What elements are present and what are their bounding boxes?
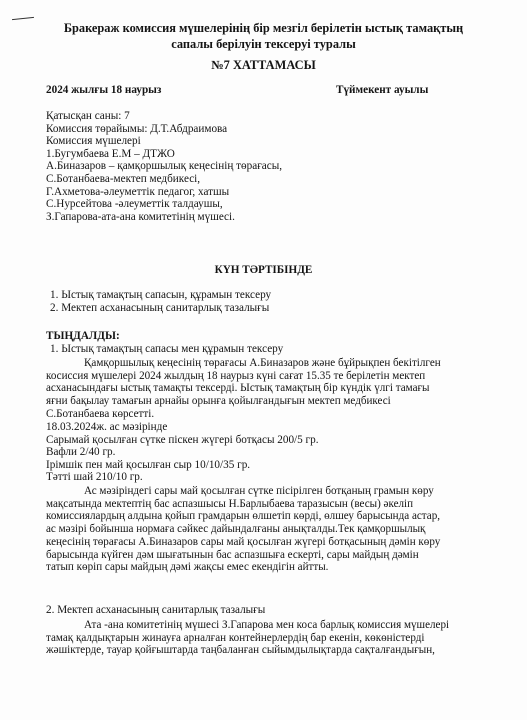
- paragraph-line: тамақ қалдықтарын жинауға арналған контейнерлердің бар екенін, көкөністерді: [46, 631, 425, 644]
- paragraph-line: Ас мәзіріндегі сары май қосылған сүтке пісірілген ботқаның грамын көру: [84, 485, 434, 497]
- paragraph-line: барысында күйген дәм шығатынын бас аспазшыға ескерті, сары майдың дәмін: [46, 548, 419, 561]
- menu-date: 18.03.2024ж. ас мәзірінде: [46, 421, 168, 433]
- member-line: А.Биназаров – қамқоршылық кеңесінің төрағасы,: [46, 160, 283, 173]
- heard-item1-title: 1. Ыстық тамақтың сапасы мен құрамын тексеру: [50, 343, 284, 355]
- member-line: С.Нурсейтова -әлеуметтік талдаушы,: [46, 198, 223, 211]
- paragraph-line: яғни бақылау тамағын арнайы орынға қойылғандығын мектеп медбикесі: [46, 395, 391, 408]
- paragraph-3: [46, 619, 478, 657]
- attendance-block: [46, 110, 282, 223]
- paragraph-line: жәшіктерде, тауар қойғыштарда таңбаланған сыйымдылықтарда сақталғандығын,: [46, 644, 435, 657]
- paragraph-line: комиссиялардың алдына қойып грамдарын өлшетіп көрді, өлшеу барысында астар,: [46, 510, 441, 523]
- paragraph-1: [46, 357, 478, 421]
- commission-chair: Комиссия төрайымы: Д.Т.Абдраимова: [46, 122, 228, 135]
- members-title: Комиссия мүшелері: [46, 135, 141, 148]
- attendance-count: Қатысқан саны: 7: [46, 110, 130, 122]
- paragraph-line: мақсатында мектептің бас аспазшысы Н.Барлыбаева таразысын (весы) әкеліп: [46, 497, 414, 510]
- pen-mark: [12, 17, 34, 20]
- paragraph-line: Ата -ана комитетінің мүшесі З.Гапарова мен коса барлық комиссия мүшелері: [84, 619, 450, 631]
- heard-item2-title: 2. Мектеп асханасының санитарлық тазалығы: [46, 604, 266, 616]
- paragraph-line: С.Ботанбаева көрсетті.: [46, 407, 155, 420]
- paragraph-line: косиссия мүшелері 2024 жылдың 18 наурыз күні сағат 15.35 те берілетін мектеп: [46, 369, 426, 382]
- protocol-place: Түймекент ауылы: [336, 84, 429, 96]
- menu-item: Сарымай қосылған сүтке піскен жүгері ботқасы 200/5 гр.: [46, 433, 319, 446]
- agenda-item: 1. Ыстық тамақтың сапасын, құрамын тексеру: [50, 289, 272, 301]
- agenda-item: 2. Мектеп асханасының санитарлық тазалығы: [50, 302, 270, 314]
- menu-item: Вафли 2/40 гр.: [46, 446, 116, 459]
- menu-item: Тәтті шай 210/10 гр.: [46, 471, 143, 484]
- paragraph-line: татып көріп сары майдың дәмі жақсы емес екендігін айтты.: [46, 561, 329, 574]
- paragraph-line: кеңесінің төрағасы А.Биназаров сары май қосылған жүгері ботқасының дәмін көру: [46, 535, 441, 548]
- document-title-line2: сапалы берілуін тексеруі туралы: [171, 37, 356, 51]
- agenda-list: [50, 289, 271, 315]
- member-line: С.Ботанбаева-мектеп медбикесі,: [46, 172, 201, 185]
- paragraph-2: [46, 485, 478, 574]
- paragraph-line: Қамқоршылық кеңесінің төрағасы А.Биназаров және бұйрықпен бекітілген: [84, 357, 441, 369]
- paragraph-line: асханасындағы ыстық тамақты тексерді. Ыстық тамақтың бір күндік үлгі тамағы: [46, 382, 430, 395]
- paragraph-line: ас мәзірі бойынша нормаға сәйкес дайындалғаны анықталды.Тек қамқоршылық: [46, 523, 426, 536]
- protocol-number: №7 ХАТТАМАСЫ: [211, 58, 316, 72]
- member-line: Г.Ахметова-әлеуметтік педагог, хатшы: [46, 185, 230, 198]
- member-line: 1.Бугумбаева Е.М – ДТЖО: [46, 147, 175, 160]
- menu-block: [46, 421, 319, 484]
- menu-item: Ірімшік пен май қосылған сыр 10/10/35 гр.: [46, 458, 251, 471]
- protocol-date: 2024 жылғы 18 наурыз: [46, 84, 162, 96]
- heard-title: ТЫҢДАЛДЫ:: [46, 330, 120, 342]
- agenda-title: КҮН ТӘРТІБІНДЕ: [214, 264, 313, 276]
- member-line: З.Гапарова-ата-ана комитетінің мүшесі.: [46, 210, 235, 223]
- document-title-line1: Бракераж комиссия мүшелерінің бір мезгіл берілетін ыстық тамақтың: [63, 21, 464, 35]
